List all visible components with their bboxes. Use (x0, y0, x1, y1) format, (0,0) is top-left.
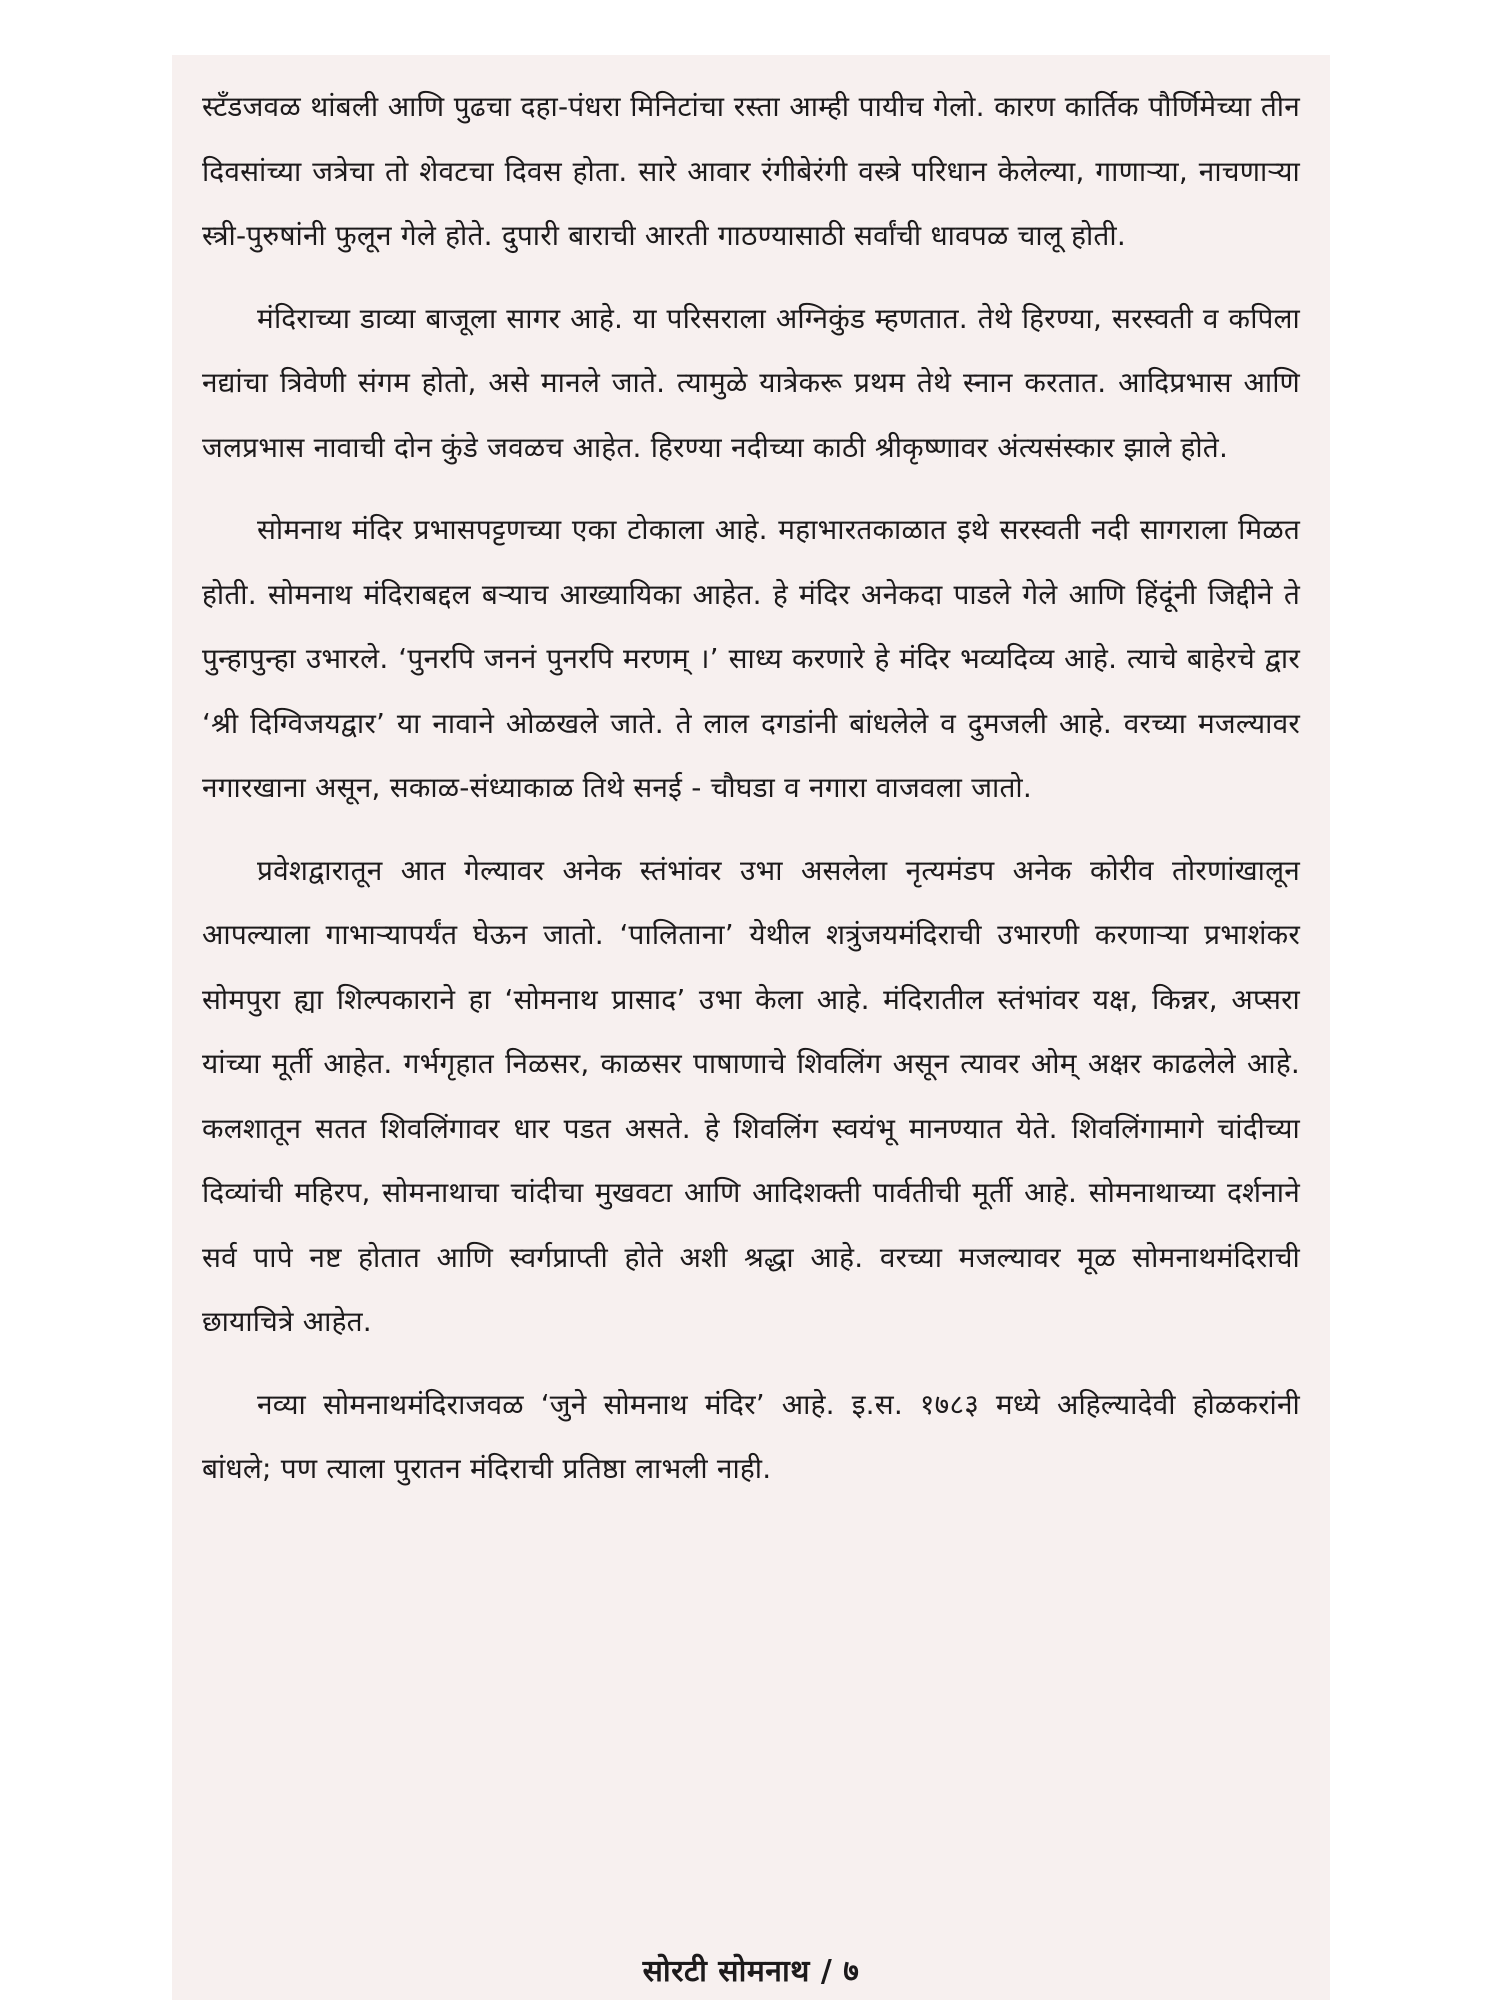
paragraph-2: मंदिराच्या डाव्या बाजूला सागर आहे. या परिसराला अग्निकुंड म्हणतात. तेथे हिरण्या, सरस्वती व कपिला नद्यांचा त्रिवेणी संगम होतो, असे मानले जाते. त्यामुळे यात्रेकरू प्रथम तेथे स्नान करतात. आदिप्रभास आणि जलप्रभास नावाची दोन कुंडे जवळच आहेत. हिरण्या नदीच्या काठी श्रीकृष्णावर अंत्यसंस्कार झाले होते. (202, 301, 1300, 464)
book-page (172, 55, 1330, 2000)
paragraph-5: नव्या सोमनाथमंदिराजवळ ‘जुने सोमनाथ मंदिर’ आहे. इ.स. १७८३ मध्ये अहिल्यादेवी होळकरांनी बांधले; पण त्याला पुरातन मंदिराची प्रतिष्ठा लाभली नाही. (202, 1387, 1300, 1485)
page-footer: सोरटी सोमनाथ / ७ (642, 1954, 860, 1989)
paragraph-1: स्टँडजवळ थांबली आणि पुढचा दहा-पंधरा मिनिटांचा रस्ता आम्ही पायीच गेलो. कारण कार्तिक पौर्णिमेच्या तीन दिवसांच्या जत्रेचा तो शेवटचा दिवस होता. सारे आवार रंगीबेरंगी वस्त्रे परिधान केलेल्या, गाणाऱ्या, नाचणाऱ्या स्त्री-पुरुषांनी फुलून गेले होते. दुपारी बाराची आरती गाठण्यासाठी सर्वांची धावपळ चालू होती. (202, 90, 1300, 252)
paragraph-4: प्रवेशद्वारातून आत गेल्यावर अनेक स्तंभांवर उभा असलेला नृत्यमंडप अनेक कोरीव तोरणांखालून आपल्याला गाभाऱ्यापर्यंत घेऊन जातो. ‘पालिताना’ येथील शत्रुंजयमंदिराची उभारणी करणाऱ्या प्रभाशंकर सोमपुरा ह्या शिल्पकाराने हा ‘सोमनाथ प्रासाद’ उभा केला आहे. मंदिरातील स्तंभांवर यक्ष, किन्नर, अप्सरा यांच्या मूर्ती आहेत. गर्भगृहात निळसर, काळसर पाषाणाचे शिवलिंग असून त्यावर ओम् अक्षर काढलेले आहे. कलशातून सतत शिवलिंगावर धार पडत असते. हे शिवलिंग स्वयंभू मानण्यात येते. शिवलिंगामागे चांदीच्या दिव्यांची महिरप, सोमनाथाचा चांदीचा मुखवटा आणि आदिशक्ती पार्वतीची मूर्ती आहे. सोमनाथाच्या दर्शनाने सर्व पापे नष्ट होतात आणि स्वर्गप्राप्ती होते अशी श्रद्धा आहे. वरच्या मजल्यावर मूळ सोमनाथमंदिराची छायाचित्रे आहेत. (202, 853, 1300, 1338)
paragraph-3: सोमनाथ मंदिर प्रभासपट्टणच्या एका टोकाला आहे. महाभारतकाळात इथे सरस्वती नदी सागराला मिळत होती. सोमनाथ मंदिराबद्दल बऱ्याच आख्यायिका आहेत. हे मंदिर अनेकदा पाडले गेले आणि हिंदूंनी जिद्दीने ते पुन्हापुन्हा उभारले. ‘पुनरपि जननं पुनरपि मरणम् ।’ साध्य करणारे हे मंदिर भव्यदिव्य आहे. त्याचे बाहेरचे द्वार ‘श्री दिग्विजयद्वार’ या नावाने ओळखले जाते. ते लाल दगडांनी बांधलेले व दुमजली आहे. वरच्या मजल्यावर नगारखाना असून, सकाळ-संध्याकाळ तिथे सनई - चौघडा व नगारा वाजवला जातो. (202, 513, 1300, 804)
